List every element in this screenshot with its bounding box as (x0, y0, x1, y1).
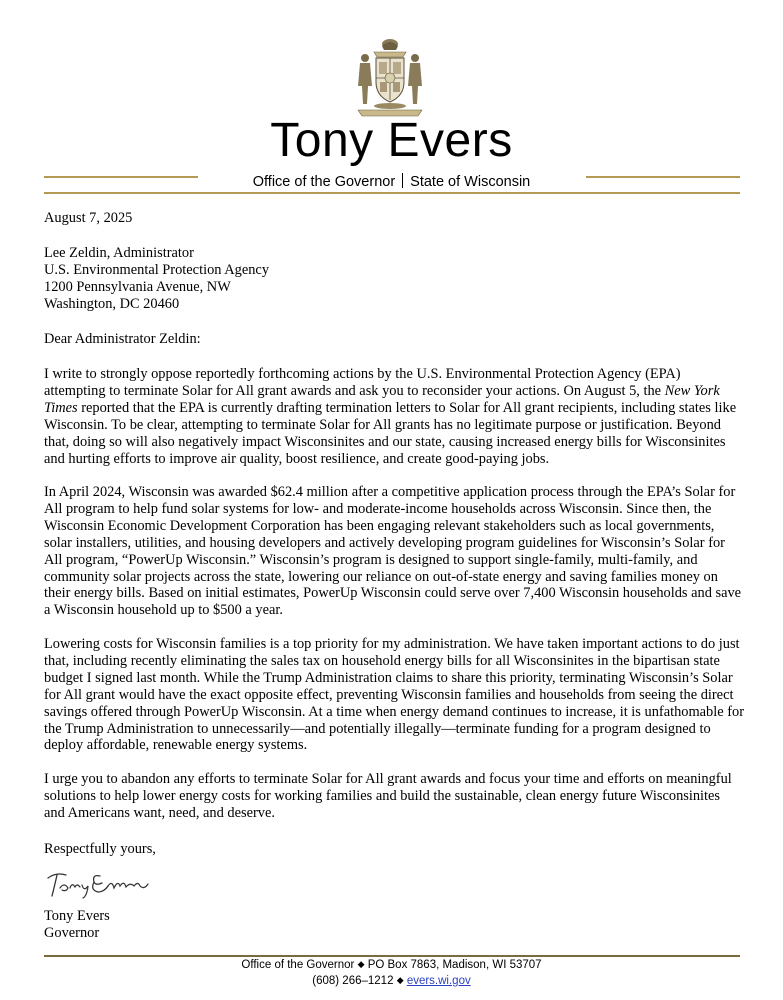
paragraph-1-part-b: reported that the EPA is currently drafting termination letters to Solar for All grant recipients, including states like Wisconsin. To be clear, attempting to terminate Solar for All grants has no legitimate purpose or justification. Beyond that, doing so will also negatively impact Wisconsinites and our state, causing increased energy bills for Wisconsinites and hurting efforts to improve air quality, boost resilience, and create good-paying jobs. (44, 399, 737, 467)
paragraph-4 (44, 771, 744, 822)
paragraph-2-text: In April 2024, Wisconsin was awarded $62.4 million after a competitive application process through the EPA’s Solar for All program to help fund solar systems for low- and moderate-income households across Wisconsin. Since then, the Wisconsin Economic Development Corporation has been engaging relevant stakeholders such as local governments, solar installers, utilities, and housing developers and actively developing program guidelines for Wisconsin’s Solar for All program, “PowerUp Wisconsin.” Wisconsin’s program is designed to support single-family, multi-family, and community solar projects across the state, lowering our reliance on out-of-state energy and saving families money on their energy bills. Based on initial estimates, PowerUp Wisconsin could serve over 7,400 Wisconsin households and save a Wisconsin household up to $500 a year. (44, 484, 742, 619)
paragraph-1 (44, 366, 744, 467)
paragraph-3 (44, 636, 744, 754)
handwritten-signature (44, 868, 166, 900)
footer-line-2 (0, 973, 783, 989)
footer-website-link[interactable]: evers.wi.gov (406, 975, 471, 987)
paragraph-4-text: I urge you to abandon any efforts to terminate Solar for All grant awards and focus your time and efforts on meaningful solutions to help lower energy costs for working families and build the sustainable, clean energy future Wisconsinites and Americans want, need, and deserve. (44, 771, 732, 821)
letterhead-state: State of Wisconsin (410, 174, 531, 190)
recipient-city: Washington, DC 20460 (44, 295, 180, 312)
signer-title: Governor (44, 924, 100, 941)
letterhead-office-line (0, 173, 783, 191)
footer-po-box: PO Box 7863, Madison, WI 53707 (367, 959, 542, 971)
closing: Respectfully yours, (44, 841, 156, 857)
footer-office: Office of the Governor (241, 959, 355, 971)
footer-phone: (608) 266–1212 (312, 975, 394, 987)
letter-date: August 7, 2025 (44, 210, 133, 226)
letterhead-name: Tony Evers (270, 114, 513, 167)
footer (0, 957, 783, 989)
recipient-street: 1200 Pennsylvania Avenue, NW (44, 278, 231, 295)
paragraph-1-part-a: I write to strongly oppose reportedly forthcoming actions by the U.S. Environmental Protection Agency (EPA) attempting to terminate Solar for All grant awards and ask you to reconsider your actions. On August 5, the (44, 366, 681, 399)
recipient-name: Lee Zeldin, Administrator (44, 245, 194, 261)
paragraph-2 (44, 484, 744, 619)
letterhead-office: Office of the Governor (252, 174, 396, 190)
diamond-icon: ◆ (357, 959, 365, 969)
diamond-icon: ◆ (396, 975, 404, 985)
salutation: Dear Administrator Zeldin: (44, 331, 201, 347)
signer-block (44, 908, 744, 942)
letterhead-bottom-rule (44, 192, 740, 194)
footer-line-1 (0, 957, 783, 973)
signer-name: Tony Evers (44, 908, 110, 924)
paragraph-3-text: Lowering costs for Wisconsin families is a top priority for my administration. We have taken important actions to do just that, including recently eliminating the sales tax on household energy bills for all Wisconsinites in the bipartisan state budget I signed last month. While the Trump Administration claims to share this priority, terminating Wisconsin’s Solar for All grant would have the exact opposite effect, preventing Wisconsin families and households from seeing the direct savings offered through PowerUp Wisconsin. At a time when energy demand continues to increase, it is unfathomable for the Trump Administration to unnecessarily—and potentially illegally—terminate funding for a program designed to deploy affordable, renewable energy systems. (44, 636, 745, 754)
newspaper-title: New York Times (44, 382, 720, 416)
recipient-address (44, 245, 744, 313)
recipient-agency: U.S. Environmental Protection Agency (44, 261, 270, 278)
wisconsin-state-seal (346, 34, 434, 120)
letterhead-separator (402, 173, 403, 188)
